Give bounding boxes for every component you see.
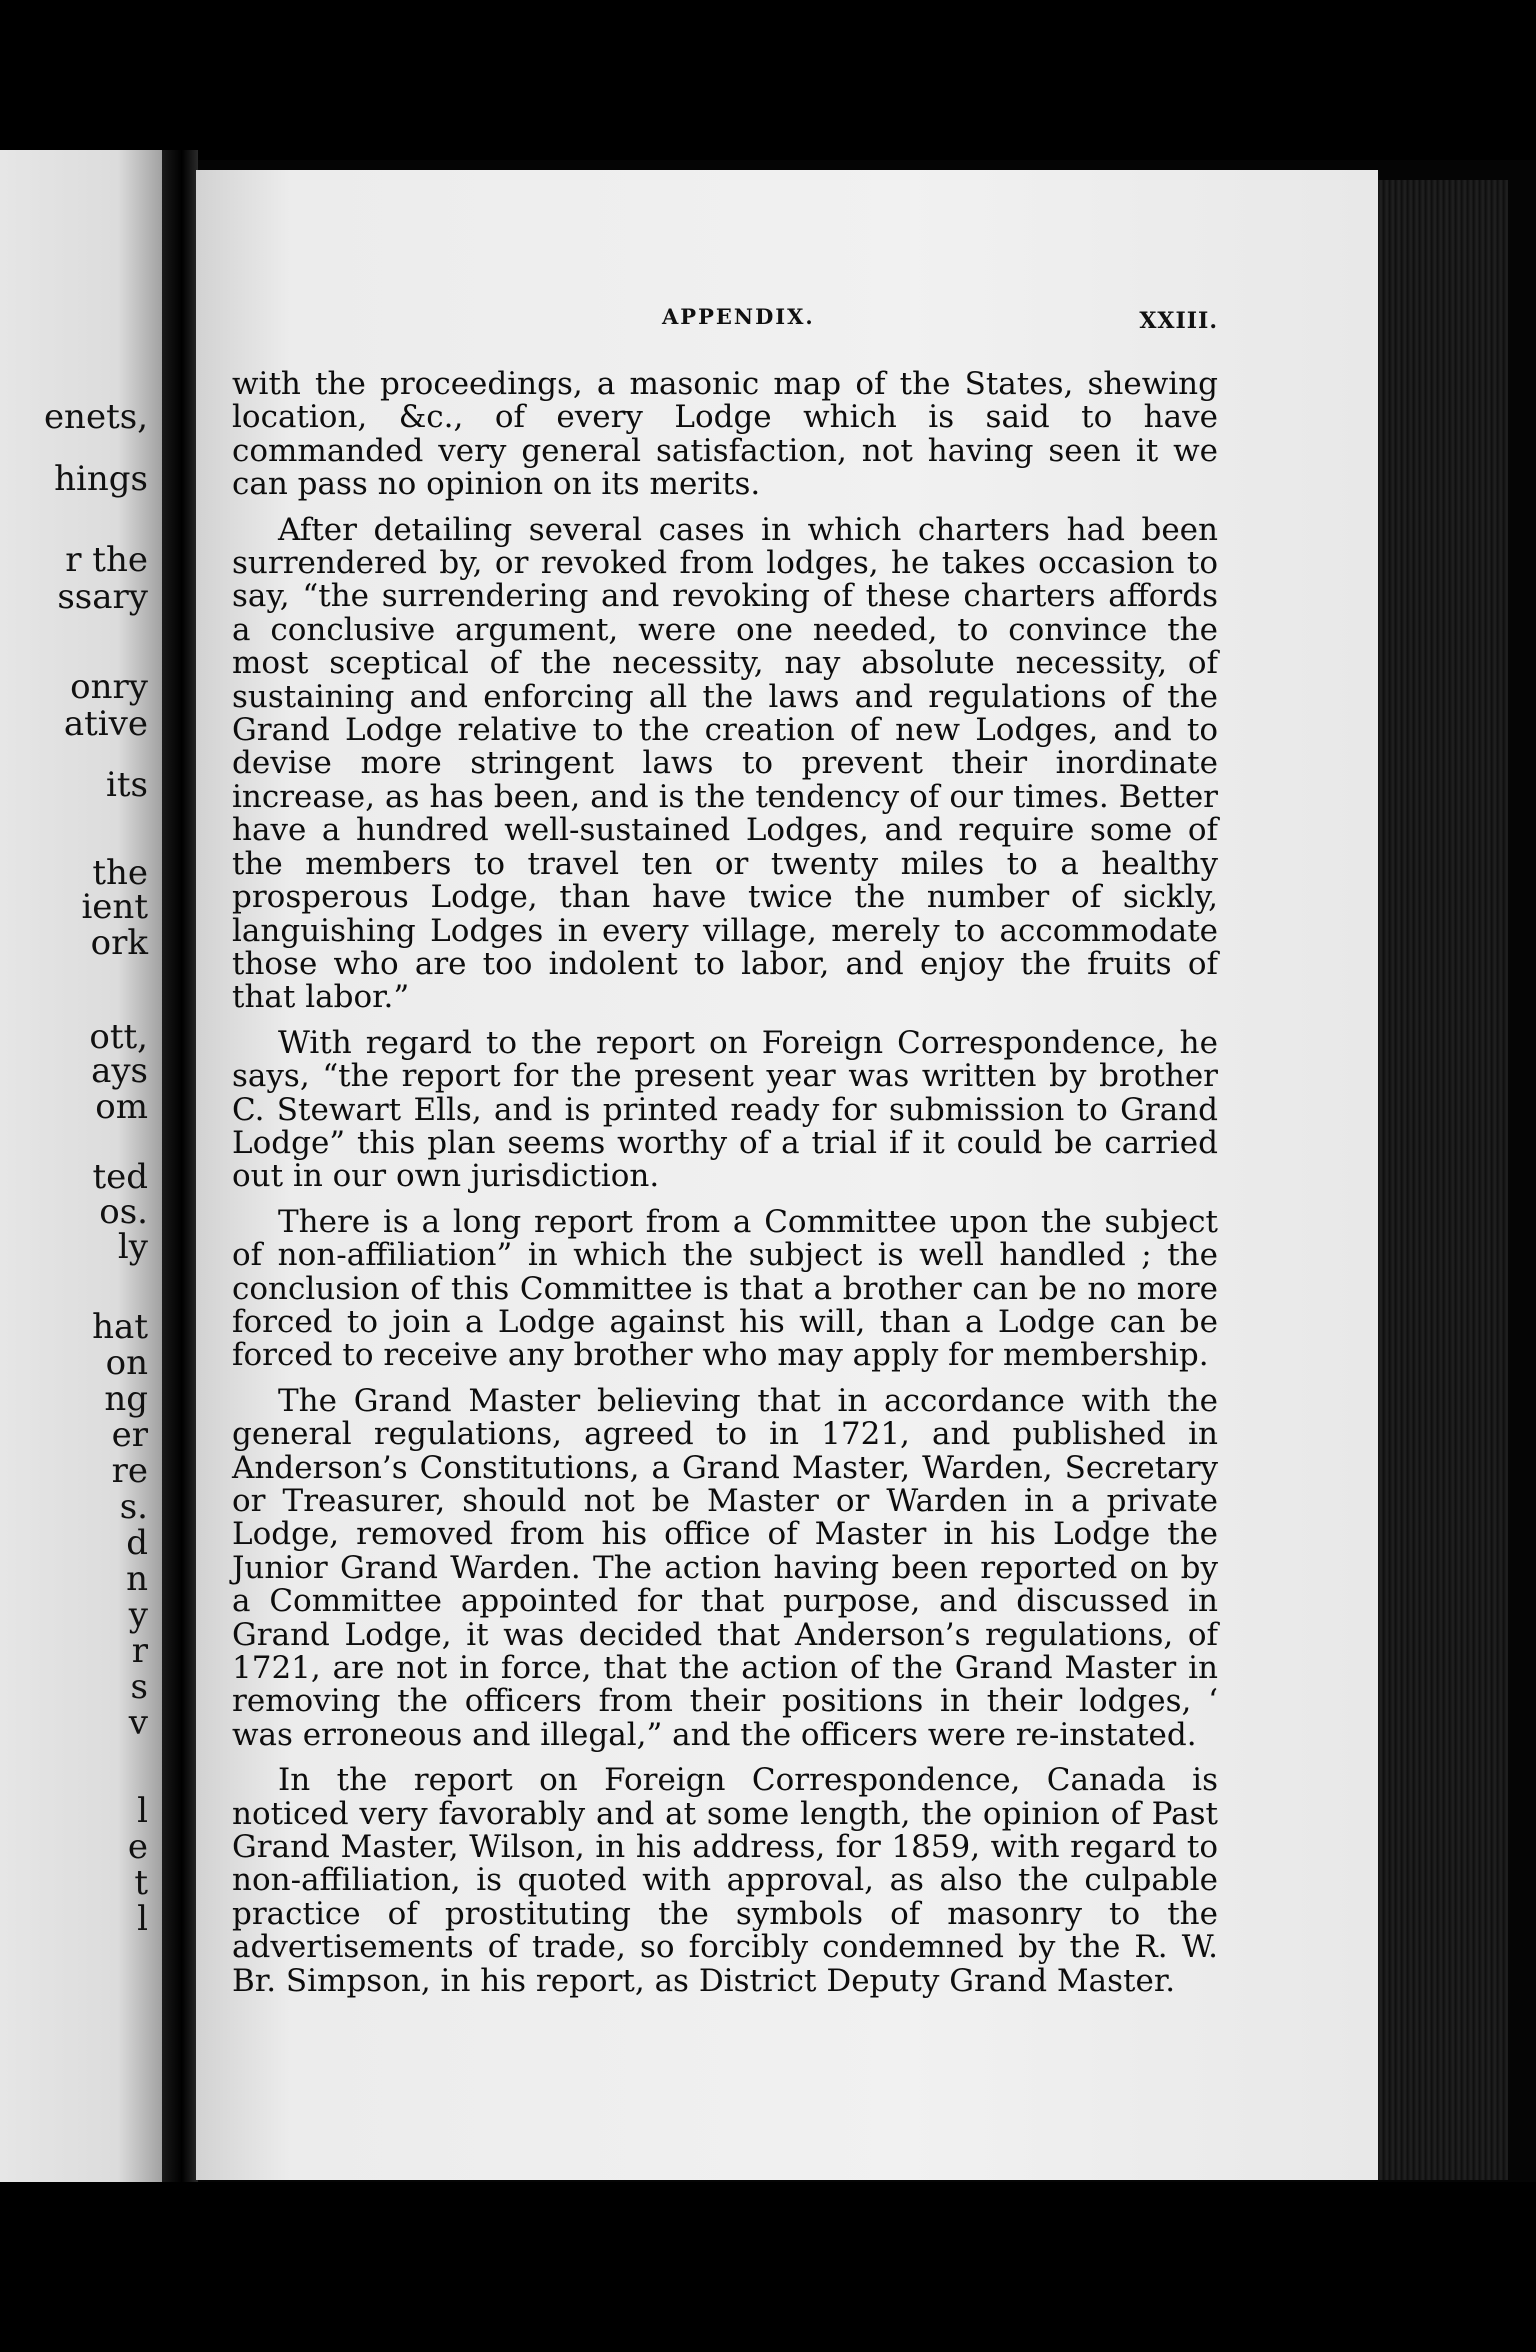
facing-page-fragment: ient [81, 887, 148, 927]
facing-page-fragment: n [126, 1559, 148, 1599]
facing-page-fragment: ays [91, 1051, 148, 1091]
facing-page-fragment: d [126, 1523, 148, 1563]
facing-page-fragment: l [137, 1791, 148, 1831]
paragraph: with the proceedings, a masonic map of the States, shewing location, &c., of every Lodge which is said to have commanded very general satisfaction, not having seen it we can pass no opinion on its merits. [232, 366, 1218, 503]
facing-page-fragment: om [95, 1087, 148, 1127]
facing-page-fragment: r [131, 1631, 148, 1671]
facing-page-fragment: hat [92, 1307, 148, 1347]
facing-page-fragment: t [134, 1863, 148, 1903]
paragraph: There is a long report from a Committee upon the subject of non-affiliation” in which the subject is well handled ; the conclusion of this Committee is that a brother can be no more forced to join a Lodge against his will, than a Lodge can be forced to receive any brother who may apply for membership. [232, 1203, 1218, 1374]
facing-page-fragment: enets, [43, 397, 148, 437]
facing-page-fragment: onry [70, 667, 148, 707]
facing-page-fragment: s [130, 1667, 148, 1707]
page-block-edge [1378, 180, 1508, 2180]
facing-page-fragment: ork [90, 923, 148, 963]
facing-page-fragment: y [128, 1595, 148, 1635]
facing-page-fragment: os. [99, 1192, 148, 1232]
facing-page-fragment: e [127, 1827, 148, 1867]
facing-page-fragment: er [111, 1415, 148, 1455]
facing-page-fragment: s. [119, 1487, 148, 1527]
facing-page-fragment: the [92, 853, 148, 893]
facing-page-fragment: hings [54, 459, 148, 499]
page-number: XXIII. [1139, 308, 1218, 334]
facing-page-fragment: its [106, 765, 148, 805]
paragraph: The Grand Master believing that in accordance with the general regulations, agreed to in 1721, and published in Anderson’s Constitutions, a Grand Master, Warden, Secretary or Treasurer, should not be Master or Warden in a private Lodge, removed from his office of Master in his Lodge the Junior Grand Warden. The action having been reported on by a Committee appointed for that purpose, and discussed in Grand Lodge, it was decided that Anderson’s regulations, of 1721, are not in force, that the action of the Grand Master in removing the officers from their positions in their lodges, ‘ was erroneous and illegal,” and the officers were re-instated. [232, 1382, 1218, 1753]
scan-top-border [0, 0, 1536, 160]
paragraph: With regard to the report on Foreign Correspondence, he says, “the report for the present year was written by brother C. Stewart Ells, and is printed ready for submission to Grand Lodge” this plan seems worthy of a trial if it could be carried out in our own jurisdiction. [232, 1024, 1218, 1195]
paragraph: After detailing several cases in which charters had been surrendered by, or revoked from lodges, he takes occasion to say, “the surrendering and revoking of these charters affords a conclusive argument, were one needed, to convince the most sceptical of the necessity, nay absolute necessity, of sustaining and enforcing all the laws and regulations of the Grand Lodge relative to the creation of new Lodges, and to devise more stringent laws to prevent their inordinate increase, as has been, and is the tendency of our times. Better have a hundred well-sustained Lodges, and require some of the members to travel ten or twenty miles to a healthy prosperous Lodge, than have twice the number of sickly, languishing Lodges in every village, merely to accommodate those who are too indolent to labor, and enjoy the fruits of that labor.” [232, 511, 1218, 1016]
book-gutter [162, 150, 198, 2190]
scan-bottom-border [0, 2182, 1536, 2352]
facing-page-fragment: on [105, 1343, 148, 1383]
running-head-title: APPENDIX. [662, 304, 815, 329]
facing-page-fragment: v [128, 1703, 148, 1743]
facing-page-fragment: ly [117, 1227, 148, 1267]
facing-page-fragment: r the [65, 540, 148, 580]
facing-page-fragment: re [111, 1451, 148, 1491]
page-body [232, 368, 1218, 1998]
facing-page-fragment: ott, [89, 1017, 148, 1057]
facing-page-fragment: l [137, 1899, 148, 1939]
facing-page-fragment: ng [104, 1379, 148, 1419]
running-head [232, 298, 1218, 338]
facing-page-fragment: ssary [57, 577, 148, 617]
facing-page-fragment: ted [92, 1157, 148, 1197]
paragraph: In the report on Foreign Correspondence, Canada is noticed very favorably and at some length, the opinion of Past Grand Master, Wilson, in his address, for 1859, with regard to non-affiliation, is quoted with approval, as also the culpable practice of prostituting the symbols of masonry to the advertisements of trade, so forcibly condemned by the R. W. Br. Simpson, in his report, as District Deputy Grand Master. [232, 1762, 1218, 1999]
facing-page-edge [0, 150, 168, 2190]
facing-page-fragment: ative [63, 704, 148, 744]
